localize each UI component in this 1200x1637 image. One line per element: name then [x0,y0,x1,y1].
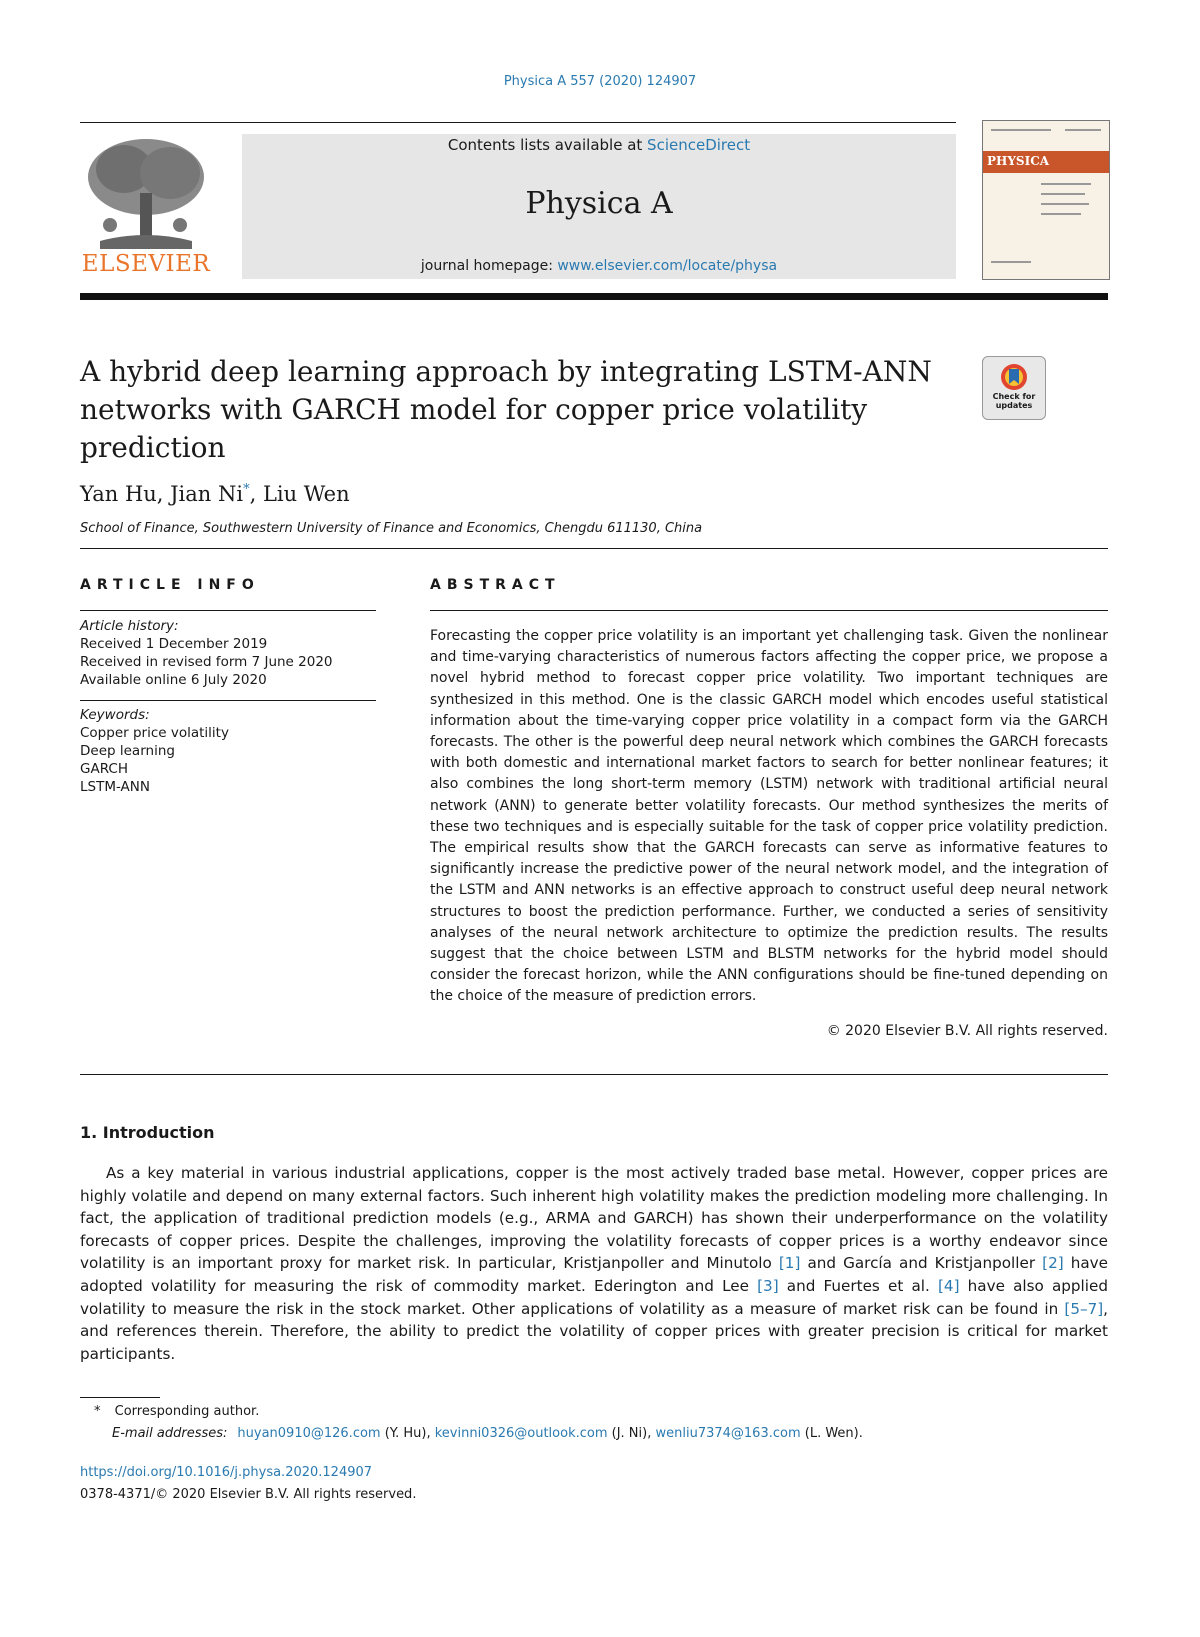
email-link[interactable]: wenliu7374@163.com [655,1426,801,1441]
keyword-item: LSTM-ANN [80,779,150,795]
article-info-heading: ARTICLE INFO [80,577,260,593]
email-label: E-mail addresses: [112,1426,228,1441]
email-link[interactable]: kevinni0326@outlook.com [434,1426,608,1441]
intro-text-part: have also applied volatility to measure the risk in the stock market. Other applications of volatility as a measure of market risk can be found in [80,1276,1108,1318]
introduction-heading: 1. Introduction [80,1123,215,1142]
footnote-mark: * [94,1404,101,1419]
check-for-updates-label: Check for updates [992,392,1036,410]
author-list [80,482,350,506]
reference-link[interactable]: [3] [757,1276,779,1295]
reference-link[interactable]: [5–7] [1064,1299,1104,1318]
corresponding-label: Corresponding author. [114,1404,260,1419]
check-for-updates-badge[interactable] [982,356,1046,420]
cover-line [1065,129,1101,131]
history-label: Article history: [80,618,179,634]
introduction-paragraph [80,1162,1108,1365]
keywords-rule [80,700,376,701]
email-owner: (Y. Hu), [380,1426,435,1441]
keywords-block [80,706,376,796]
reference-link[interactable]: [2] [1042,1254,1064,1273]
journal-name: Physica A [525,186,673,221]
intro-text-part: and Fuertes et al. [778,1276,938,1295]
elsevier-wordmark: ELSEVIER [81,251,211,277]
cover-line [1041,203,1089,205]
doi-link[interactable]: https://doi.org/10.1016/j.physa.2020.124907 [80,1465,373,1480]
authors-tail: , Liu Wen [249,482,350,506]
article-info-rule [80,610,376,611]
email-link[interactable]: huyan0910@126.com [237,1426,381,1441]
issn-copyright: 0378-4371/© 2020 Elsevier B.V. All rights reserved. [80,1487,417,1502]
keyword-item: Copper price volatility [80,725,229,741]
cover-line [991,129,1051,131]
abstract-rule [430,610,1108,611]
cover-line [1041,183,1091,185]
intro-text-part: , and references therein. Therefore, the ability to predict the volatility of copper prices with greater precision is critical for market participants. [80,1299,1108,1363]
footnote-rule [80,1397,160,1398]
reference-link[interactable]: [1] [778,1254,801,1273]
abstract-heading: ABSTRACT [430,577,561,593]
cover-line [1041,213,1081,215]
email-owner: (J. Ni), [607,1426,656,1441]
email-footnote [112,1426,863,1441]
abstract-text: Forecasting the copper price volatility is an important yet challenging task. Given the nonlinear and time-varying characteristics of numerous factors affecting the copper price, we propose a novel hybrid method to forecast copper price volatility. Two important techniques are synthesized in this method. One is the classic GARCH model which encodes useful statistical information about the time-varying copper price volatility in a compact form via the GARCH forecasts. The other is the powerful deep neural network which combines the GARCH forecasts with both domestic and international market factors to search for better nonlinear features; it also combines the long short-term memory (LSTM) network with traditional artificial neural network (ANN) to generate better volatility forecasts. Our method synthesizes the merits of these two techniques and is especially suitable for the task of copper price volatility prediction. The empirical results show that the GARCH forecasts can serve as informative features to significantly increase the predictive power of the neural network model, and the integration of the LSTM and ANN networks is an effective approach to construct useful deep neural network structures to boost the prediction performance. Further, we conducted a series of sensitivity analyses of the neural network architecture to optimize the prediction results. The results suggest that the choice between LSTM and BLSTM networks for the hybrid model should consider the forecast horizon, while the ANN configurations should be fine-tuned depending on the choice of the measure of prediction errors. [430,628,1108,1005]
elsevier-tree-icon [80,133,212,249]
abstract-copyright: © 2020 Elsevier B.V. All rights reserved. [826,1023,1108,1039]
contents-prefix: Contents lists available at [447,136,648,154]
keywords-label: Keywords: [80,707,150,723]
info-top-rule [80,548,1108,549]
cover-line [1041,193,1085,195]
journal-cover-thumbnail[interactable] [982,120,1110,280]
revised-date: Received in revised form 7 June 2020 [80,654,333,670]
intro-text-part: have adopted volatility for measuring the risk of commodity market. Ederington and Lee [80,1254,1108,1295]
keyword-item: Deep learning [80,743,175,759]
header-bottom-rule [80,293,1108,300]
corresponding-footnote [94,1404,259,1419]
sciencedirect-link[interactable]: ScienceDirect [647,136,751,154]
corresponding-author-mark[interactable]: * [243,482,250,497]
bookmark-update-icon [999,362,1029,392]
journal-homepage [242,258,956,274]
intro-text-part: and García and Kristjanpoller [800,1254,1043,1273]
elsevier-logo [80,133,212,277]
email-owner: (L. Wen). [800,1426,863,1441]
authors-main: Yan Hu, Jian Ni [80,482,244,506]
cover-line [991,261,1031,263]
keyword-item: GARCH [80,761,128,777]
journal-citation[interactable]: Physica A 557 (2020) 124907 [503,74,697,89]
homepage-link[interactable]: www.elsevier.com/locate/physa [557,258,778,274]
header-top-rule [80,122,956,123]
article-title: A hybrid deep learning approach by integrating LSTM-ANN networks with GARCH model for copper price volatility prediction [80,355,932,464]
received-date: Received 1 December 2019 [80,636,268,652]
contents-availability [242,136,956,154]
online-date: Available online 6 July 2020 [80,672,267,688]
abstract-bottom-rule [80,1074,1108,1075]
homepage-prefix: journal homepage: [420,258,558,274]
cover-title: PHYSICA [987,154,1050,168]
intro-text-part: As a key material in various industrial applications, copper is the most actively traded base metal. However, copper prices are highly volatile and depend on many external factors. Such inherent high volatility makes the prediction modeling more challenging. In fact, the application of traditional prediction models (e.g., ARMA and GARCH) has shown their underperformance on the volatility forecasts of copper prices. Despite the challenges, improving the volatility forecasts of copper prices is a worthy endeavor since volatility is an important proxy for market risk. In particular, Kristjanpoller and Minutolo [80,1164,1108,1273]
article-history [80,617,376,689]
reference-link[interactable]: [4] [937,1276,960,1295]
affiliation: School of Finance, Southwestern University of Finance and Economics, Chengdu 611130, China [80,521,703,536]
